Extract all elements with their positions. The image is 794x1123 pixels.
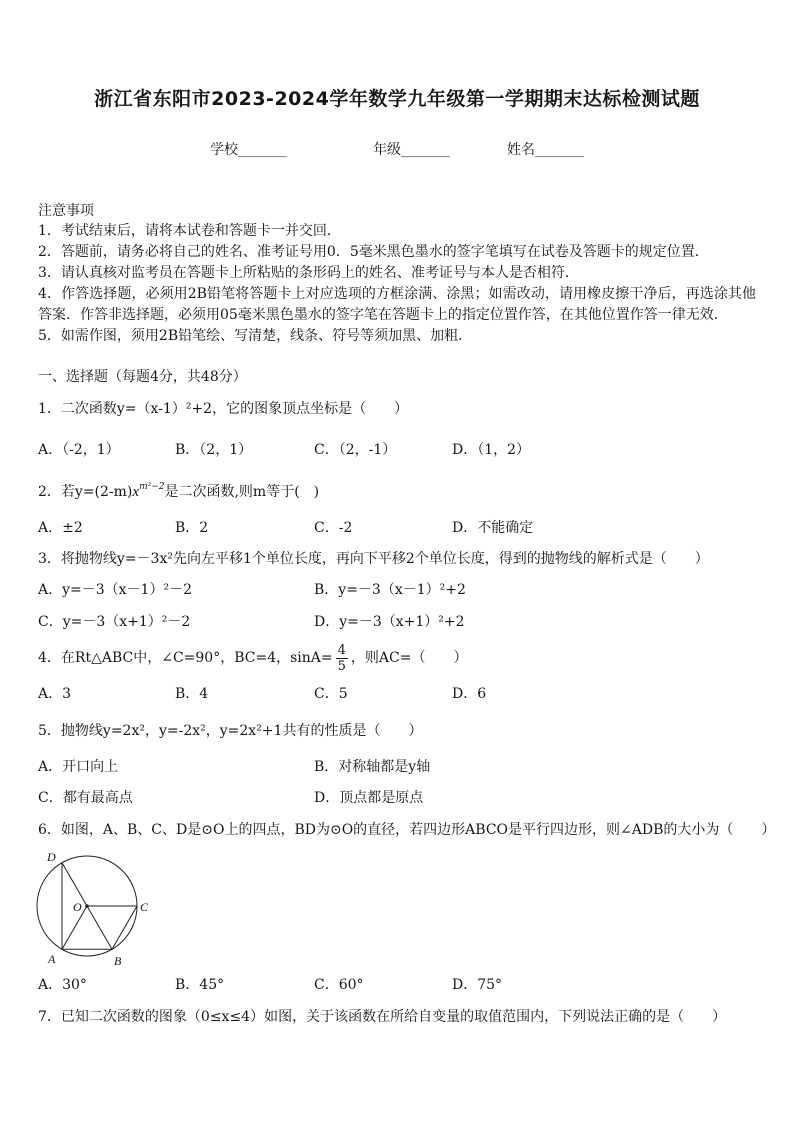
point-label-a: A xyxy=(48,952,56,966)
question-2-option-c: C．-2 xyxy=(314,520,353,536)
question-4-option-c: C．5 xyxy=(314,686,348,702)
question-2-stem-pre: 2．若y=(2-m) xyxy=(38,484,133,500)
document-title: 浙江省东阳市2023-2024学年数学九年级第一学期期末达标检测试题 xyxy=(94,88,700,110)
question-1-stem: 1．二次函数y=（x-1）²+2，它的图象顶点坐标是（ ） xyxy=(38,401,409,417)
question-2-option-d: D．不能确定 xyxy=(452,520,534,536)
notes-heading: 注意事项 xyxy=(38,203,94,219)
question-4-option-a: A．3 xyxy=(38,686,72,702)
question-1-option-b: B．（2，1） xyxy=(175,442,253,458)
info-school xyxy=(210,141,287,159)
info-name xyxy=(507,141,584,159)
fraction-numerator: 4 xyxy=(337,642,346,658)
info-grade-blank: _______ xyxy=(401,142,450,158)
question-3-stem: 3．将抛物线y=－3x²先向左平移1个单位长度，再向下平移2个单位长度，得到的抛物线的解析式是（ ） xyxy=(38,551,709,567)
question-2-variable: x xyxy=(132,484,140,500)
question-6-figure xyxy=(30,845,155,970)
question-6-stem: 6．如图，A、B、C、D是⊙O上的四点，BD为⊙O的直径，若四边形ABCO是平行四边形，则∠ADB的大小为（ ） xyxy=(38,822,776,838)
question-4-stem-post: ，则AC=（ ） xyxy=(350,650,468,666)
question-5-option-a: A．开口向上 xyxy=(38,759,119,775)
question-6-option-b: B．45° xyxy=(175,977,225,993)
question-4-option-d: D．6 xyxy=(452,686,487,702)
info-name-blank: _______ xyxy=(535,142,584,158)
question-5-option-b: B．对称轴都是y轴 xyxy=(314,759,431,775)
info-grade-label: 年级 xyxy=(373,142,401,158)
question-4-fraction xyxy=(336,643,348,674)
section-heading: 一、选择题（每题4分，共48分） xyxy=(38,369,247,385)
question-4-option-b: B．4 xyxy=(175,686,209,702)
question-4-stem xyxy=(38,640,467,676)
question-3-option-b: B．y=－3（x－1）²+2 xyxy=(314,582,466,598)
fraction-denominator: 5 xyxy=(337,658,346,674)
question-6-option-c: C．60° xyxy=(314,977,364,993)
question-3-option-a: A．y=－3（x－1）²－2 xyxy=(38,582,192,598)
question-6-option-d: D．75° xyxy=(452,977,503,993)
info-school-blank: _______ xyxy=(238,142,287,158)
note-item-1: 1．考试结束后，请将本试卷和答题卡一并交回． xyxy=(38,223,341,239)
note-item-3: 3．请认真核对监考员在答题卡上所粘贴的条形码上的姓名、准考证号与本人是否相符． xyxy=(38,265,579,281)
question-1-option-a: A．（-2，1） xyxy=(38,442,120,458)
point-label-o: O xyxy=(73,900,82,914)
info-name-label: 姓名 xyxy=(507,142,535,158)
question-2-stem xyxy=(38,483,319,501)
point-label-b: B xyxy=(114,954,122,968)
point-label-c: C xyxy=(140,900,149,914)
question-1-option-d: D．（1，2） xyxy=(452,442,531,458)
question-6-option-a: A．30° xyxy=(38,977,87,993)
question-3-option-c: C．y=－3（x+1）²－2 xyxy=(38,614,191,630)
question-5-option-c: C．都有最高点 xyxy=(38,790,133,806)
question-3-option-d: D．y=－3（x+1）²+2 xyxy=(314,614,465,630)
note-item-4: 4．作答选择题，必须用2B铅笔将答题卡上对应选项的方框涂满、涂黑；如需改动，请用橡皮擦干净后，再选涂其他答案．作答非选择题，必须用05毫米黑色墨水的签字笔在答题卡上的指定位置作答，在其他位置作答一律无效． xyxy=(38,286,756,323)
note-item-5: 5．如需作图，须用2B铅笔绘、写清楚，线条、符号等须加黑、加粗． xyxy=(38,328,473,344)
question-1-option-c: C．（2，-1） xyxy=(314,442,397,458)
note-item-2: 2．答题前，请务必将自己的姓名、准考证号用0．5毫米黑色墨水的签字笔填写在试卷及答题卡的规定位置． xyxy=(38,244,709,260)
question-2-exponent: m²−2 xyxy=(139,482,165,492)
question-2-stem-post: 是二次函数,则m等于( ) xyxy=(164,484,320,500)
info-school-label: 学校 xyxy=(210,142,238,158)
segment-cb xyxy=(112,906,137,949)
info-grade xyxy=(373,141,450,159)
question-5-option-d: D．顶点都是原点 xyxy=(314,790,424,806)
question-4-stem-pre: 4．在Rt△ABC中，∠C=90°，BC=4，sinA= xyxy=(38,650,333,666)
center-point-o xyxy=(85,904,89,908)
question-2-option-b: B．2 xyxy=(175,520,209,536)
question-5-stem: 5．抛物线y=2x²，y=-2x²，y=2x²+1共有的性质是（ ） xyxy=(38,723,423,739)
question-7-stem: 7．已知二次函数的图象（0≤x≤4）如图，关于该函数在所给自变量的取值范围内，下列说法正确的是（ ） xyxy=(38,1009,727,1025)
question-2-option-a: A．±2 xyxy=(38,520,83,536)
point-label-d: D xyxy=(47,850,56,864)
